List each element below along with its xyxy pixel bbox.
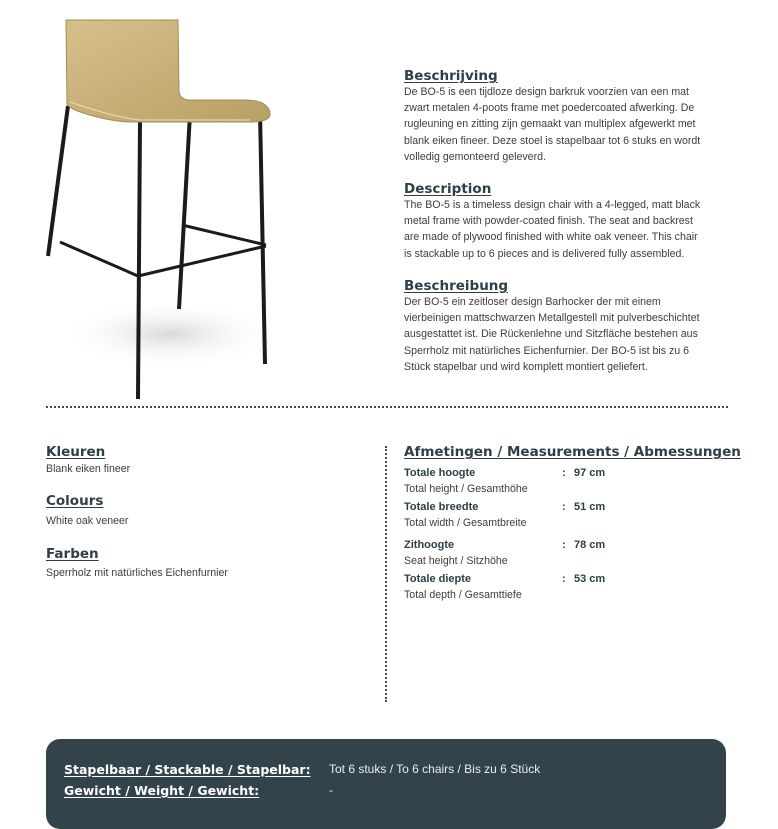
measurement-value: 78 cm: [574, 539, 606, 551]
description-en-line: are made of plywood finished with white oak veneer. This chair: [404, 231, 698, 244]
measurement-separator: :: [562, 573, 566, 585]
measurement-value: 51 cm: [574, 501, 606, 513]
measurement-label: Zithoogte: [404, 539, 455, 551]
description-en: [404, 181, 734, 262]
colours-nl-value: Blank eiken fineer: [46, 463, 131, 475]
measurement-sublabel: Total height / Gesamthöhe: [404, 483, 528, 495]
measurement-row: [404, 501, 734, 537]
measurement-sublabel: Seat height / Sitzhöhe: [404, 555, 508, 567]
description-en-line: The BO-5 is a timeless design chair with a 4-legged, matt black: [404, 199, 701, 211]
colours-de-heading: Farben: [46, 546, 99, 562]
measurement-separator: :: [562, 467, 566, 479]
vertical-divider: [385, 446, 387, 702]
description-en-line: is stackable up to 6 pieces and is delivered fully assembled.: [404, 247, 685, 260]
colours-nl-heading: Kleuren: [46, 444, 106, 460]
chair-image: [40, 14, 280, 404]
description-de-line: Sperrholz mit natürliches Eichenfurnier. Der BO-5 ist bis zu 6: [404, 344, 689, 357]
measurement-label: Totale breedte: [404, 501, 479, 513]
measurement-label: Totale hoogte: [404, 467, 476, 479]
weight-label: Gewicht / Weight / Gewicht:: [64, 783, 260, 798]
measurement-sublabel: Total depth / Gesamttiefe: [404, 589, 522, 601]
description-de-heading: Beschreibung: [404, 278, 509, 294]
description-de-line: vierbeinigen mattschwarzen Metallgestell mit pulverbeschichtet: [404, 312, 700, 325]
description-nl-heading: Beschrijving: [404, 68, 498, 84]
measurement-value: 97 cm: [574, 467, 606, 479]
description-en-heading: Description: [404, 181, 492, 197]
measurement-row: [404, 539, 734, 575]
description-de: [404, 278, 734, 375]
description-nl-line: zwart metalen 4-poots frame met poedercoated afwerking. De: [404, 102, 695, 115]
measurement-sublabel: Total width / Gesamtbreite: [404, 517, 527, 529]
description-nl-line: De BO-5 is een tijdloze design barkruk voorzien van een mat: [404, 86, 690, 98]
measurement-row: [404, 467, 734, 503]
measurement-row: [404, 573, 734, 609]
measurement-separator: :: [562, 539, 566, 551]
horizontal-divider: [46, 406, 728, 408]
stackable-value: Tot 6 stuks / To 6 chairs / Bis zu 6 Stück: [329, 762, 541, 776]
description-nl-line: volledig gemonteerd geleverd.: [404, 150, 546, 163]
colours-de: [46, 546, 366, 581]
description-nl-line: blank eiken fineer. Deze stoel is stapelbaar tot 6 stuks en wordt: [404, 134, 701, 147]
measurement-value: 53 cm: [574, 573, 606, 585]
description-en-line: metal frame with powder-coated finish. The seat and backrest: [404, 215, 693, 228]
description-de-line: Der BO-5 ein zeitloser design Barhocker der mit einem: [404, 296, 661, 308]
colours-en-value: White oak veneer: [46, 515, 129, 527]
weight-value: -: [329, 783, 333, 797]
description-nl-line: rugleuning en zitting zijn gemaakt van multiplex afgewerkt met: [404, 118, 696, 131]
colours-de-value: Sperrholz mit natürliches Eichenfurnier: [46, 567, 228, 579]
description-de-line: Stück stapelbar und wird komplett montiert geliefert.: [404, 360, 648, 373]
colours-en-heading: Colours: [46, 493, 104, 509]
specs-panel: [46, 739, 726, 829]
stackable-label: Stapelbaar / Stackable / Stapelbar:: [64, 762, 311, 777]
measurements: [404, 444, 741, 601]
description-nl: [404, 68, 734, 165]
measurement-separator: :: [562, 501, 566, 513]
description-de-line: ausgestattet ist. Die Rückenlehne und Sitzfläche bestehen aus: [404, 328, 698, 341]
measurements-heading: Afmetingen / Measurements / Abmessungen: [404, 444, 741, 460]
colours-nl: [46, 444, 366, 477]
measurement-label: Totale diepte: [404, 573, 472, 585]
colours-en: [46, 493, 366, 529]
